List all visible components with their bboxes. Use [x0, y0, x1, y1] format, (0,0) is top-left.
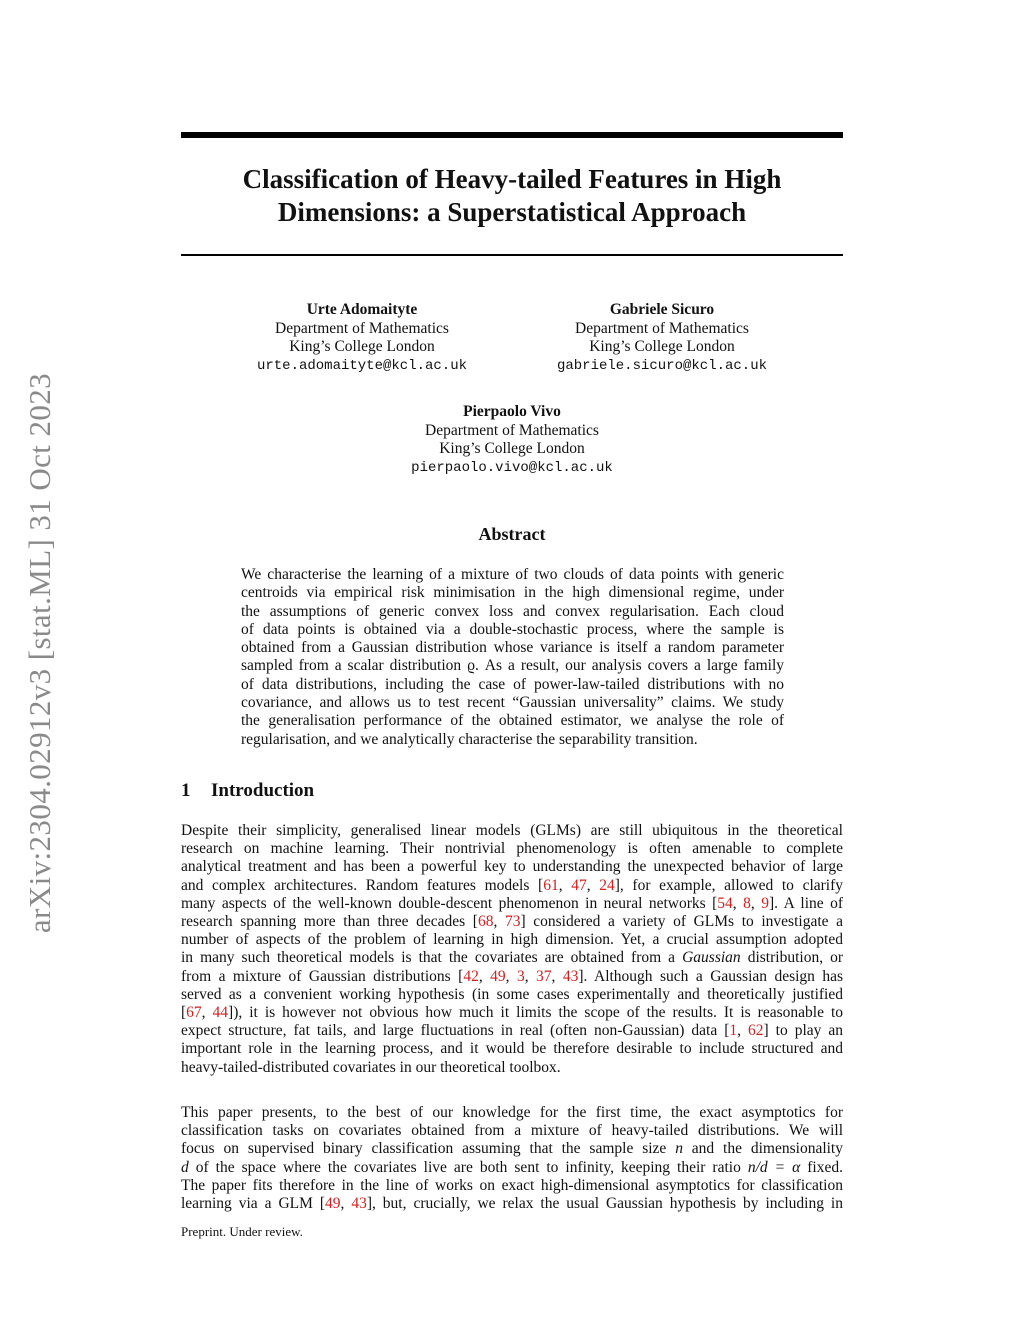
citation-link[interactable]: 54	[717, 894, 733, 912]
citation-link[interactable]: 37	[536, 967, 552, 985]
author-block	[362, 403, 662, 477]
text-run: ,	[524, 967, 537, 985]
author-block	[212, 301, 512, 375]
text-run: ,	[551, 967, 563, 985]
text-run: The paper fits therefore in the line of works on exact high-dimensional asymptotics for classification	[181, 1176, 843, 1194]
paragraph-line	[181, 1140, 843, 1158]
author-institution: King’s College London	[289, 338, 435, 355]
paragraph-line	[181, 968, 843, 986]
text-run: ,	[340, 1195, 352, 1213]
author-name: Pierpaolo Vivo	[463, 403, 561, 420]
text-run: ,	[493, 913, 505, 931]
abstract-line: covariance, and allows us to test recent “Gaussian universality” claims. We study	[241, 694, 784, 712]
text-run: and the dimensionality	[682, 1140, 843, 1158]
paper-title: Classification of Heavy-tailed Features in High Dimensions: a Superstatistical Approach	[242, 164, 782, 227]
section-heading	[181, 780, 314, 802]
paragraph-line	[181, 931, 843, 949]
author-institution: King’s College London	[439, 440, 585, 457]
paragraph-line	[181, 1177, 843, 1195]
arxiv-identifier: arXiv:2304.02912v3 [stat.ML] 31 Oct 2023	[22, 372, 57, 933]
text-run: expect structure, fat tails, and large fluctuations in real (often non-Gaussian) data [	[181, 1022, 730, 1040]
text-run: served as a convenient working hypothesis (in some cases experimentally and theoretically justified	[181, 985, 843, 1003]
author-email[interactable]: pierpaolo.vivo@kcl.ac.uk	[411, 459, 613, 476]
citation-link[interactable]: 8	[743, 894, 751, 912]
text-run: important role in the learning process, and it would be therefore desirable to include structured and	[181, 1040, 843, 1058]
paragraph-line	[181, 1059, 843, 1077]
abstract-line: regularisation, and we analytically characterise the separability transition.	[241, 730, 698, 748]
text-run: number of aspects of the problem of learning in high dimension. Yet, a crucial assumption adopted	[181, 931, 843, 949]
text-run: heavy-tailed-distributed covariates in our theoretical toolbox.	[181, 1058, 561, 1076]
citation-link[interactable]: 3	[516, 967, 525, 985]
abstract-line: We characterise the learning of a mixture of two clouds of data points with generic	[241, 566, 784, 583]
abstract-line: the assumptions of generic convex loss and convex regularisation. Each cloud	[241, 602, 784, 620]
citation-link[interactable]: 42	[463, 967, 479, 985]
citation-link[interactable]: 9	[761, 894, 769, 912]
author-email[interactable]: gabriele.sicuro@kcl.ac.uk	[556, 357, 768, 374]
emphasis-text: n/d = α	[747, 1158, 801, 1176]
abstract-line: of data points is obtained via a double-stochastic process, where the sample is	[241, 620, 784, 638]
citation-link[interactable]: 1	[729, 1022, 738, 1040]
text-run: of the space where the covariates live are both sent to infinity, keeping their ratio	[188, 1158, 748, 1176]
text-run: distribution, or	[740, 949, 844, 967]
text-run: ]), it is however not obvious how much it limits the scope of the results. It is reasonable to	[228, 1004, 844, 1022]
citation-link[interactable]: 67	[186, 1004, 202, 1022]
author-email[interactable]: urte.adomaityte@kcl.ac.uk	[256, 357, 468, 374]
abstract-line: sampled from a scalar distribution ϱ. As a result, our analysis covers a large family	[241, 657, 784, 675]
author-dept: Department of Mathematics	[425, 421, 599, 439]
paragraph-line	[181, 1040, 843, 1058]
citation-link[interactable]: 68	[477, 913, 494, 931]
abstract-line: centroids via empirical risk minimisation in the high dimensional regime, under	[241, 584, 784, 602]
text-run: ,	[201, 1004, 213, 1022]
citation-link[interactable]: 61	[543, 876, 559, 894]
text-run: ], for example, allowed to clarify	[614, 876, 844, 894]
paragraph-line	[181, 822, 843, 840]
text-run: ,	[732, 894, 744, 912]
section-number: 1	[181, 780, 191, 801]
text-run: ,	[586, 876, 600, 894]
text-run: ,	[505, 967, 517, 985]
citation-link[interactable]: 49	[325, 1195, 341, 1213]
citation-link[interactable]: 24	[599, 876, 615, 894]
abstract-line: the generalisation performance of the obtained estimator, we analyse the role of	[241, 712, 784, 730]
title-rule-top	[181, 132, 843, 138]
text-run: ,	[558, 876, 572, 894]
paragraph-line	[181, 1022, 843, 1040]
paragraph-line	[181, 877, 843, 895]
title-rule-bottom	[181, 254, 843, 256]
abstract-line: obtained from a Gaussian distribution whose variance is itself a random parameter	[241, 639, 784, 657]
text-run: ]. A line of	[768, 894, 844, 912]
text-run: learning via a GLM [	[181, 1195, 325, 1213]
paragraph-line	[181, 895, 843, 913]
text-run: ,	[478, 967, 491, 985]
text-run: ]. Although such a Gaussian design has	[578, 967, 844, 985]
text-run: research spanning more than three decades [	[181, 913, 478, 931]
citation-link[interactable]: 49	[490, 967, 506, 985]
footer-note: Preprint. Under review.	[181, 1224, 303, 1239]
citation-link[interactable]: 43	[562, 967, 579, 985]
text-run: many aspects of the well-known double-descent phenomenon in neural networks [	[181, 894, 718, 912]
section-title: Introduction	[211, 780, 315, 801]
emphasis-text: n	[675, 1140, 683, 1158]
text-run: analytical treatment and has been a powerful key to understanding the unexpected behavior of large	[181, 858, 843, 876]
paragraph-line	[181, 949, 843, 967]
text-run: ,	[750, 894, 762, 912]
citation-link[interactable]: 62	[748, 1022, 764, 1040]
text-run: and complex architectures. Random features models [	[181, 876, 544, 894]
text-run: [	[181, 1004, 187, 1022]
paragraph-line	[181, 858, 843, 876]
abstract-body	[241, 566, 784, 749]
paragraph-line	[181, 1195, 843, 1213]
text-run: ,	[737, 1022, 748, 1040]
author-name: Gabriele Sicuro	[609, 301, 715, 318]
abstract-line: of data distributions, including the case of power-law-tailed distributions with no	[241, 675, 784, 693]
emphasis-text: Gaussian	[682, 949, 741, 967]
paragraph-line	[181, 840, 843, 858]
abstract-heading: Abstract	[478, 524, 546, 544]
author-dept: Department of Mathematics	[575, 319, 749, 337]
text-run: focus on supervised binary classification assuming that the sample size	[181, 1140, 676, 1158]
citation-link[interactable]: 43	[351, 1195, 367, 1213]
text-run: from a mixture of Gaussian distributions [	[181, 967, 464, 985]
author-name: Urte Adomaityte	[306, 301, 418, 318]
author-institution: King’s College London	[589, 338, 735, 355]
citation-link[interactable]: 47	[571, 876, 587, 894]
paragraph-line	[181, 1159, 843, 1177]
author-dept: Department of Mathematics	[275, 319, 449, 337]
author-block	[512, 301, 812, 375]
text-run: This paper presents, to the best of our knowledge for the first time, the exact asymptotics for	[181, 1104, 843, 1121]
text-run: ], but, crucially, we relax the usual Gaussian hypothesis by including in	[366, 1195, 843, 1213]
intro-paragraph-2	[181, 1104, 843, 1213]
citation-link[interactable]: 44	[212, 1004, 229, 1022]
text-run: fixed.	[800, 1158, 843, 1176]
paragraph-line	[181, 986, 843, 1004]
paragraph-line	[181, 1004, 843, 1022]
text-run: ] to play an	[763, 1022, 843, 1040]
text-run: classification tasks on covariates obtained from a mixture of heavy-tailed distributions. We will	[181, 1122, 843, 1140]
text-run: research on machine learning. Their nontrivial phenomenology is often amenable to complete	[181, 840, 843, 858]
emphasis-text: d	[181, 1158, 189, 1176]
citation-link[interactable]: 73	[504, 913, 521, 931]
paragraph-line	[181, 1122, 843, 1140]
text-run: Despite their simplicity, generalised linear models (GLMs) are still ubiquitous in the theoretical	[181, 822, 843, 839]
text-run: ] considered a variety of GLMs to investigate a	[520, 913, 843, 931]
paragraph-line	[181, 1104, 843, 1122]
paragraph-line	[181, 913, 843, 931]
text-run: in many such theoretical models is that the covariates are obtained from a	[181, 949, 683, 967]
intro-paragraph-1	[181, 822, 843, 1077]
